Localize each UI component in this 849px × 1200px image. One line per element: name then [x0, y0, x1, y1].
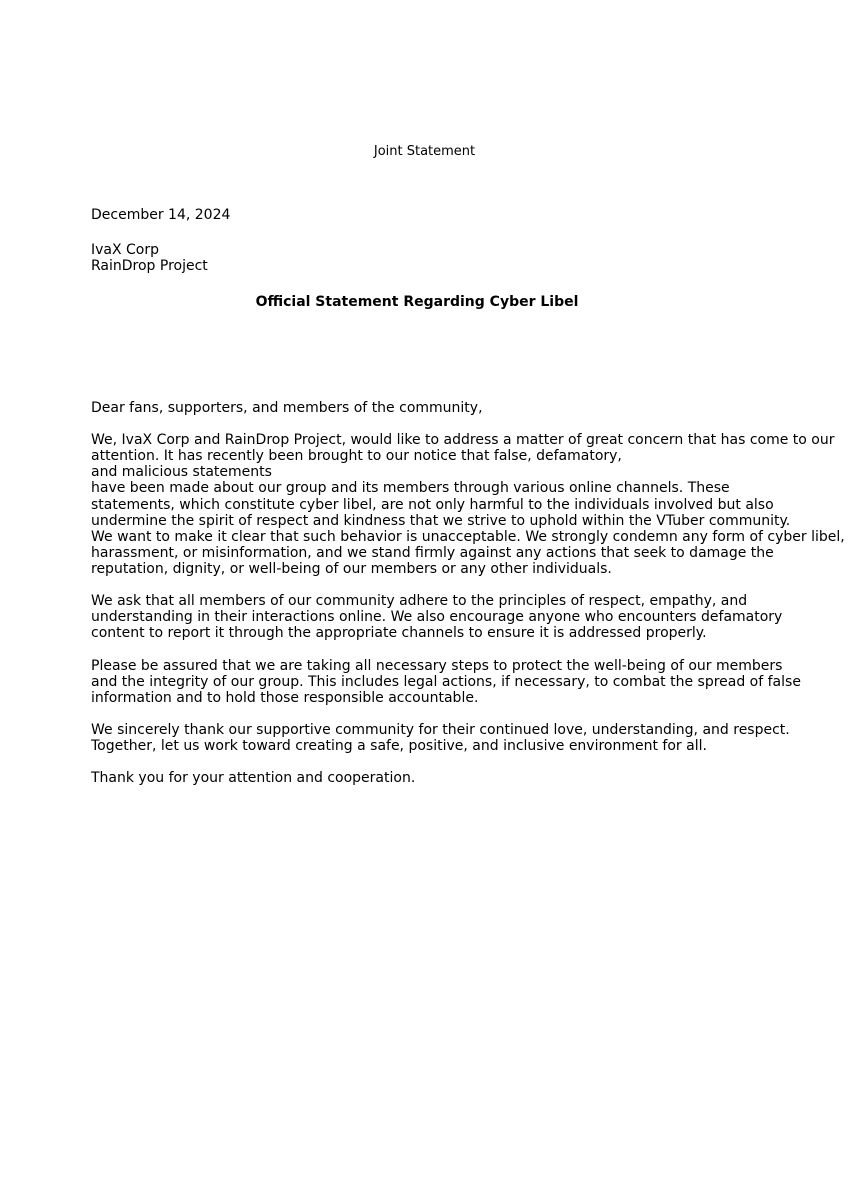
text-line: undermine the spirit of respect and kindness that we strive to uphold within the VTuber community. — [91, 512, 791, 529]
document-header-title: Joint Statement — [373, 144, 476, 159]
text-line: Together, let us work toward creating a safe, positive, and inclusive environment for all. — [91, 737, 707, 754]
text-line: We want to make it clear that such behavior is unacceptable. We strongly condemn any form of cyber libel, — [91, 528, 845, 545]
salutation-paragraph — [91, 400, 831, 416]
body-paragraph — [91, 432, 845, 577]
text-line: We, IvaX Corp and RainDrop Project, would like to address a matter of great concern that has come to our — [91, 432, 835, 449]
body-paragraph — [91, 593, 831, 641]
text-line: We ask that all members of our community adhere to the principles of respect, empathy, and — [91, 593, 748, 610]
text-line: harassment, or misinformation, and we stand firmly against any actions that seek to damage the — [91, 544, 774, 561]
text-line: Please be assured that we are taking all necessary steps to protect the well-being of our members — [91, 657, 783, 674]
text-line: attention. It has recently been brought to our notice that false, defamatory, — [91, 448, 622, 465]
sender-line: RainDrop Project — [91, 258, 208, 274]
body-paragraph — [91, 722, 831, 754]
letter-date: December 14, 2024 — [91, 207, 231, 223]
statement-subject: Official Statement Regarding Cyber Libel — [255, 294, 579, 310]
text-line: We sincerely thank our supportive community for their continued love, understanding, and respect. — [91, 721, 790, 738]
text-line: and the integrity of our group. This includes legal actions, if necessary, to combat the spread of false — [91, 673, 801, 690]
text-line: Dear fans, supporters, and members of the community, — [91, 400, 483, 416]
sender-line: IvaX Corp — [91, 242, 160, 258]
sender-block — [91, 242, 208, 274]
text-line: and malicious statements — [91, 464, 272, 481]
text-line: understanding in their interactions online. We also encourage anyone who encounters defamatory — [91, 609, 783, 626]
closing-paragraph — [91, 770, 831, 786]
text-line: reputation, dignity, or well-being of our members or any other individuals. — [91, 560, 612, 577]
text-line: Thank you for your attention and cooperation. — [91, 770, 416, 787]
text-line: information and to hold those responsible accountable. — [91, 689, 479, 706]
body-paragraph — [91, 658, 831, 706]
text-line: have been made about our group and its members through various online channels. These — [91, 480, 730, 497]
text-line: statements, which constitute cyber libel, are not only harmful to the individuals involved but also — [91, 496, 774, 513]
letter-body — [91, 400, 845, 802]
text-line: content to report it through the appropriate channels to ensure it is addressed properly. — [91, 625, 707, 642]
